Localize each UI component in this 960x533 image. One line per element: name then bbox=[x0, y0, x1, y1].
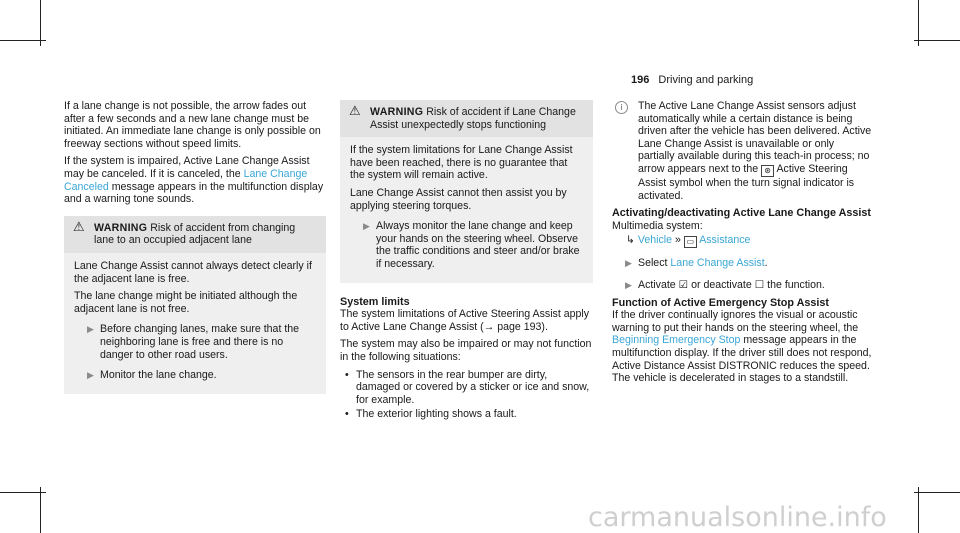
car-icon: ▭ bbox=[684, 236, 697, 248]
paragraph: Lane Change Assist cannot always detect clearly if the adjacent lane is free. bbox=[74, 259, 312, 285]
step-arrow-icon: ▶ bbox=[87, 370, 94, 381]
warning-body bbox=[64, 253, 326, 394]
info-icon: i bbox=[615, 101, 628, 114]
crop-mark bbox=[918, 487, 919, 533]
section-heading: System limits bbox=[340, 295, 410, 308]
menu-vehicle[interactable]: Vehicle bbox=[637, 234, 673, 247]
paragraph: The system may also be impaired or may not function in the following situations: bbox=[340, 338, 592, 363]
crop-mark bbox=[914, 492, 960, 493]
list-item: • The exterior lighting shows a fault. bbox=[340, 408, 593, 421]
warning-title: Risk of accident from changing lane to an occupied adjacent lane bbox=[94, 221, 296, 247]
column-middle bbox=[340, 100, 593, 423]
warning-header bbox=[64, 216, 326, 253]
instruction-step: ▶ Before changing lanes, make sure that the neighboring lane is free and there is no danger to other road users. bbox=[87, 323, 300, 361]
checkbox-empty-icon: ☐ bbox=[754, 278, 765, 291]
paragraph: The system limitations of Active Steering Assist apply to Active Lane Change Assist (→ page 193). bbox=[340, 308, 590, 333]
path-chevron-icon: » bbox=[674, 234, 681, 247]
warning-label: WARNING bbox=[94, 221, 148, 234]
display-message-link[interactable]: Lane Change Canceled bbox=[64, 167, 308, 193]
display-message-link[interactable]: Beginning Emergency Stop bbox=[612, 334, 741, 347]
paragraph: The lane change might be initiated although the adjacent lane is not free. bbox=[74, 290, 298, 315]
paragraph: If the system is impaired, Active Lane Change Assist may be canceled. If it is canceled, the Lane Change Canceled message appears in the multifunction display and a warning tone sounds. bbox=[64, 155, 324, 206]
warning-triangle-icon: ⚠ bbox=[349, 103, 361, 118]
warning-title: Risk of accident if Lane Change Assist unexpectedly stops functioning bbox=[370, 106, 576, 131]
warning-label: WARNING bbox=[370, 106, 424, 118]
section-title: Driving and parking bbox=[658, 74, 754, 86]
list-item: • The sensors in the rear bumper are dirty, damaged or covered by a sticker or ice and snow, for example. bbox=[340, 369, 593, 407]
info-note: i The Active Lane Change Assist sensors adjust automatically while a certain distance is being driven after the vehicle has been delivered. Active Lane Change Assist is unavailable or only partially available during this teach-in process; no arrow appears next to the ⊛ Active Steering Assist symbol when the turn signal indicator is activated. bbox=[612, 100, 872, 202]
page-header bbox=[631, 74, 753, 86]
step-arrow-icon: ▶ bbox=[625, 258, 632, 269]
instruction-step: ▶ Activate ☑ or deactivate ☐ the function. bbox=[625, 278, 825, 291]
menu-lane-change-assist[interactable]: Lane Change Assist bbox=[670, 257, 765, 270]
watermark: carmanualsonline.info bbox=[588, 502, 887, 533]
menu-path bbox=[612, 234, 872, 248]
paragraph: If a lane change is not possible, the arrow fades out after a few seconds and a new lane change must be initiated. An immediate lane change is only possible on freeway sections without speed limits. bbox=[64, 100, 321, 150]
checkbox-checked-icon: ☑ bbox=[678, 278, 689, 291]
section-heading: Function of Active Emergency Stop Assist bbox=[612, 296, 829, 309]
warning-header bbox=[340, 100, 593, 137]
steering-assist-icon: ⊛ bbox=[761, 165, 774, 177]
warning-body bbox=[340, 137, 593, 282]
step-arrow-icon: ▶ bbox=[625, 279, 632, 290]
paragraph: Multimedia system: bbox=[612, 219, 703, 232]
crop-mark bbox=[40, 487, 41, 533]
instruction-step: ▶ Monitor the lane change. bbox=[87, 369, 217, 382]
paragraph: If the system limitations for Lane Change Assist have been reached, there is no guarantee that the system will remain active. bbox=[350, 144, 573, 182]
bullet-list bbox=[340, 369, 593, 421]
warning-box bbox=[64, 216, 326, 394]
instruction-step: ▶ Always monitor the lane change and keep your hands on the steering wheel. Observe the traffic conditions and steer and/or brake if necessary. bbox=[363, 220, 580, 270]
crop-mark bbox=[0, 40, 46, 41]
paragraph: Lane Change Assist cannot then assist you by applying steering torques. bbox=[350, 186, 567, 212]
menu-assistance[interactable]: Assistance bbox=[699, 234, 751, 247]
paragraph: If the driver continually ignores the visual or acoustic warning to put their hands on the steering wheel, the Beginning Emergency Stop message appears in the multifunction display. If the driver still does not respond, Active Distance Assist DISTRONIC reduces the speed. The vehicle is decelerated in stages to a standstill. bbox=[612, 309, 872, 385]
crop-mark bbox=[914, 40, 960, 41]
page-number: 196 bbox=[631, 74, 650, 86]
warning-triangle-icon: ⚠ bbox=[73, 218, 85, 234]
column-left bbox=[64, 100, 326, 394]
section-heading: Activating/deactivating Active Lane Change Assist bbox=[612, 207, 871, 220]
warning-box bbox=[340, 100, 593, 283]
crop-mark bbox=[0, 492, 46, 493]
step-arrow-icon: ▶ bbox=[87, 324, 94, 335]
instruction-step: ▶ Select Lane Change Assist. bbox=[625, 257, 768, 270]
path-corner-arrow-icon: ↳ bbox=[626, 234, 635, 247]
column-right bbox=[612, 100, 872, 390]
step-arrow-icon: ▶ bbox=[363, 221, 370, 232]
